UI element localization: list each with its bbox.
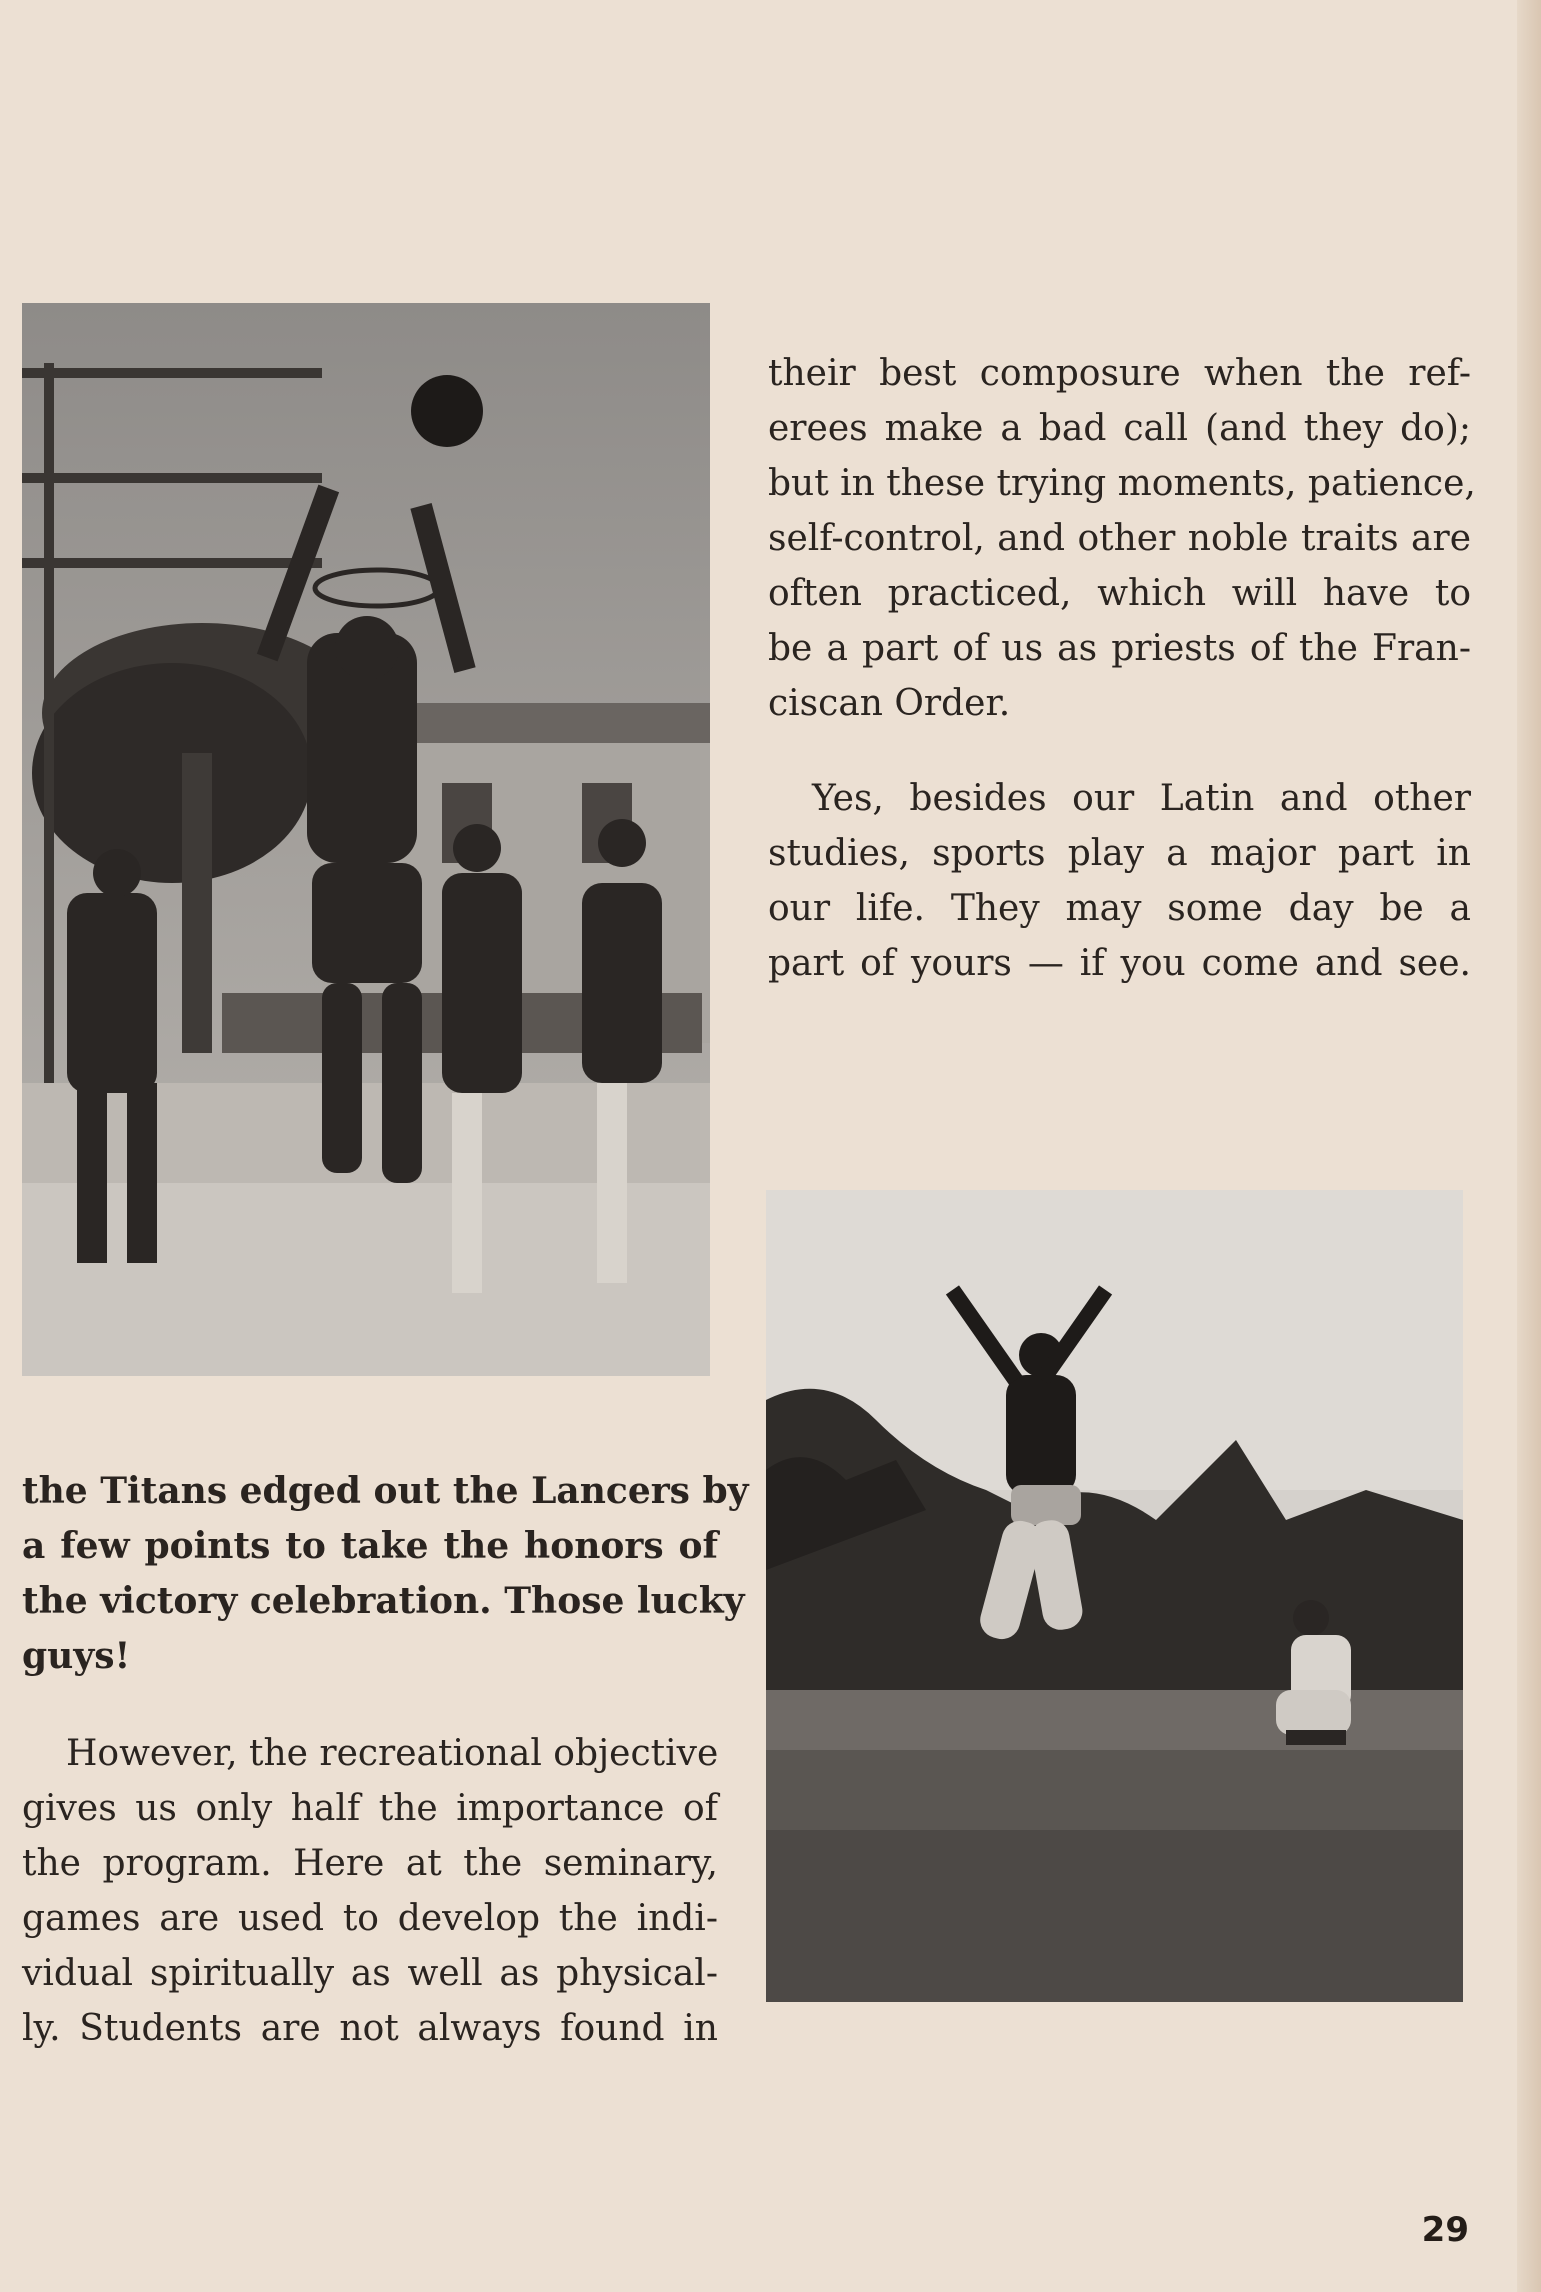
text-line: studies, sports play a major part in [768,833,1471,874]
text-line: but in these trying moments, patience, [768,463,1476,504]
jumping-athlete-photo [766,1190,1463,2002]
text-line: the victory celebration. Those lucky [22,1580,745,1622]
text-line: part of yours — if you come and see. [768,943,1471,984]
text-line: Yes, besides our Latin and other [812,778,1471,819]
text-line: However, the recreational objective [66,1733,719,1774]
text-line: a few points to take the honors of [22,1525,718,1567]
text-line: be a part of us as priests of the Fran- [768,628,1471,669]
text-line: our life. They may some day be a [768,888,1471,929]
text-line: often practiced, which will have to [768,573,1471,614]
page-number: 29 [1421,2210,1469,2250]
left-paragraph-1 [22,1464,749,1684]
text-line: games are used to develop the indi- [22,1898,718,1939]
right-paragraph-2 [768,771,1471,991]
text-line: their best composure when the ref- [768,353,1471,394]
text-line: vidual spiritually as well as physical- [22,1953,718,1994]
text-line: ciscan Order. [768,683,1011,724]
text-line: gives us only half the importance of [22,1788,718,1829]
text-line: the program. Here at the seminary, [22,1843,718,1884]
basketball-photo [22,303,710,1376]
text-line: ly. Students are not always found in [22,2008,718,2049]
text-line: the Titans edged out the Lancers by [22,1470,749,1512]
left-paragraph-2 [22,1726,718,2056]
text-line: guys! [22,1635,131,1677]
text-line: self-control, and other noble traits are [768,518,1471,559]
text-line: erees make a bad call (and they do); [768,408,1471,449]
page-edge [1517,0,1541,2292]
right-paragraph-1 [768,346,1476,731]
